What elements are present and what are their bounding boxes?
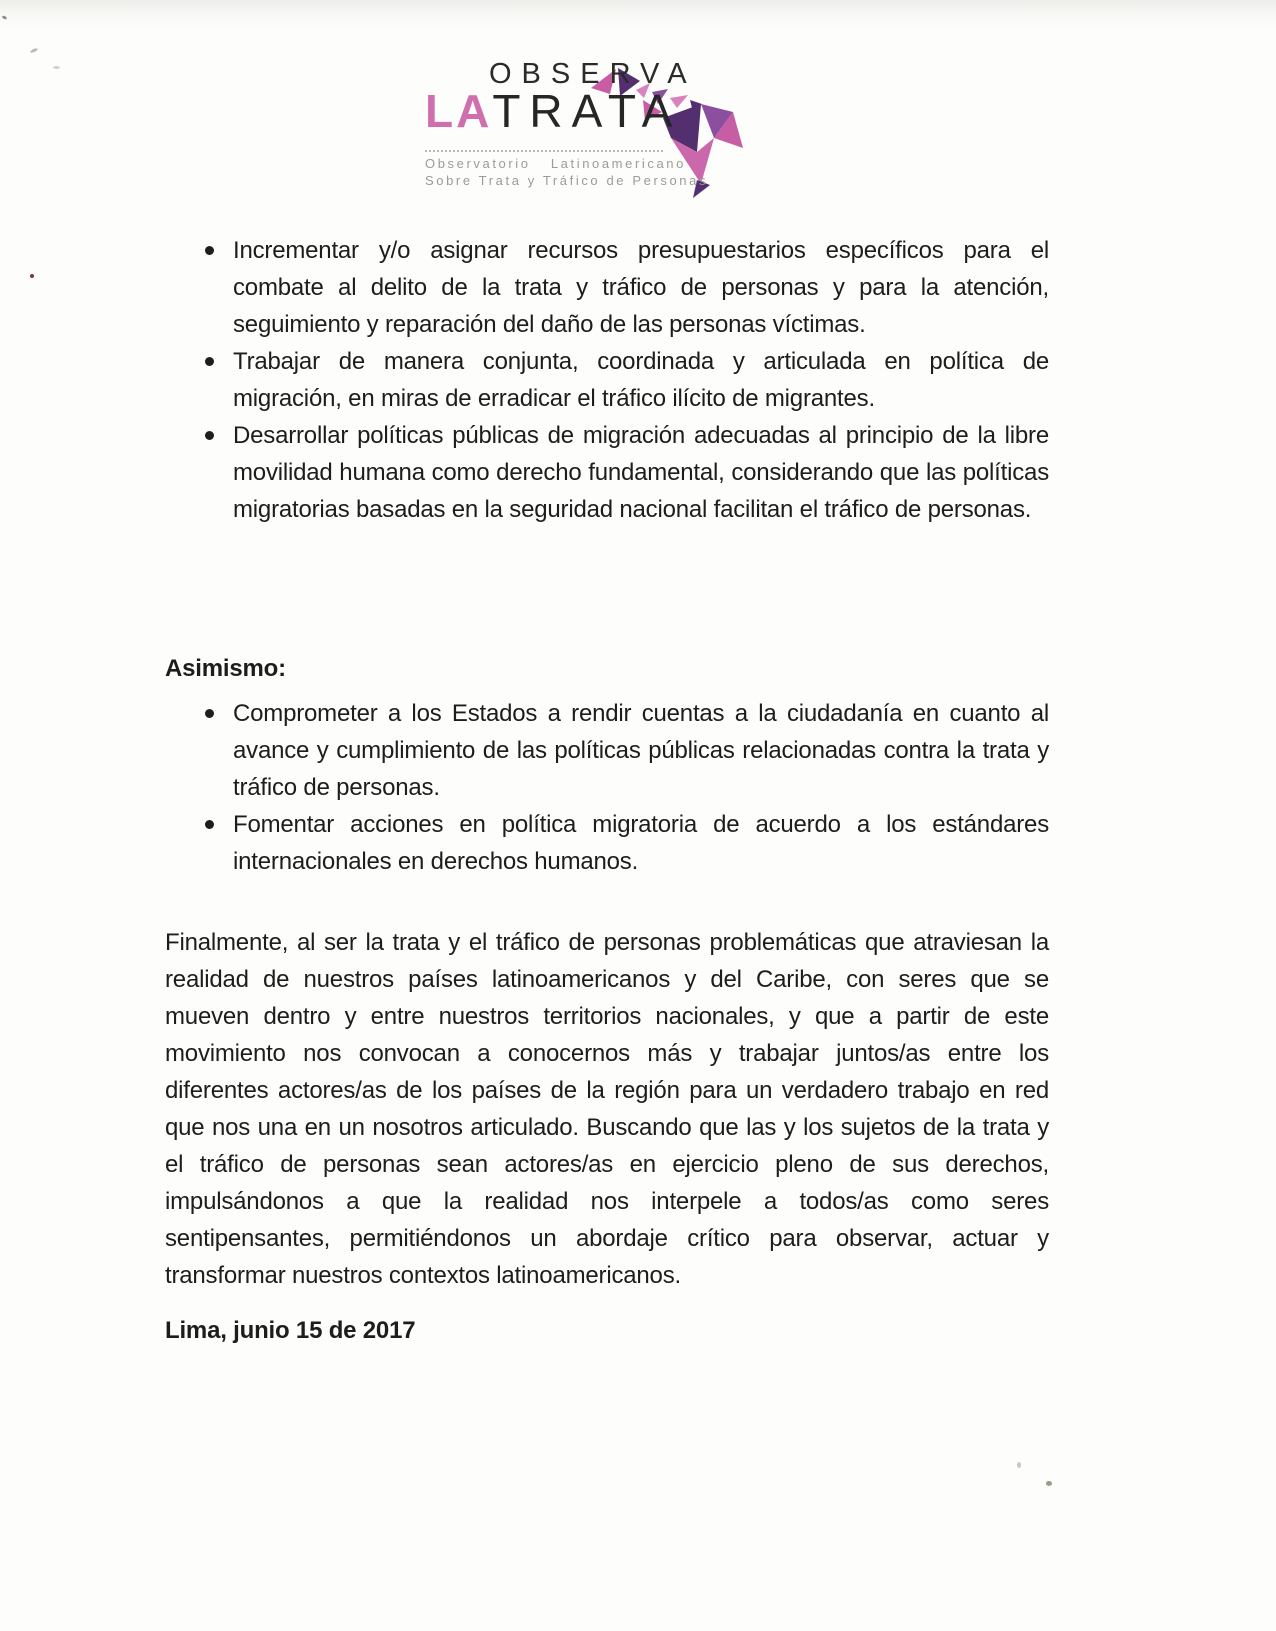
list-item [165, 806, 1049, 880]
closing-paragraph: Finalmente, al ser la trata y el tráfico de personas problemáticas que atraviesan la realidad de nuestros países latinoamericanos y del Caribe, con seres que se mueven dentro y entre nuestros territorios nacionales, y que a partir de este movimiento nos convocan a conocernos más y trabajar juntos/as entre los diferentes actores/as de los países de la región para un verdadero trabajo en red que nos una en un nosotros articulado. Buscando que las y los sujetos de la trata y el tráfico de personas sean actores/as en ejercicio pleno de sus derechos, impulsándonos a que la realidad nos interpele a todos/as como seres sentipensantes, permitiéndonos un abordaje crítico para observar, actuar y transformar nuestros contextos latinoamericanos. [165, 929, 1049, 1289]
logo-wordmark-observa: OBSERVA [489, 58, 697, 90]
section-heading-asimismo: Asimismo: [165, 655, 286, 682]
list-item [165, 695, 1049, 806]
list-item [165, 417, 1049, 528]
logo-wordmark-trata: TRATA [492, 85, 682, 137]
scan-speck [2, 15, 8, 20]
list-item [165, 343, 1049, 417]
logo-wordmark-accent-la: LA [425, 85, 493, 137]
document-body [165, 232, 1049, 1349]
bullet-text: Incrementar y/o asignar recursos presupuestarios específicos para el combate al delito de la trata y tráfico de personas y para la atención, seguimiento y reparación del daño de las personas víctimas. [233, 237, 1049, 338]
asimismo-list [165, 695, 1049, 880]
bullet-dot-icon [205, 820, 214, 829]
list-item [165, 232, 1049, 343]
bullet-text: Trabajar de manera conjunta, coordinada y articulada en política de migración, en miras de erradicar el tráfico ilícito de migrantes. [233, 348, 1049, 412]
scan-speck [30, 47, 39, 53]
bullet-dot-icon [205, 357, 214, 366]
bullet-dot-icon [205, 246, 214, 255]
scan-speck [30, 274, 34, 278]
date-line: Lima, junio 15 de 2017 [165, 1317, 416, 1344]
observa-latrata-logo [425, 58, 765, 208]
logo-wordmark-latrata [425, 85, 765, 146]
bullet-dot-icon [205, 431, 214, 440]
bullet-text: Comprometer a los Estados a rendir cuentas a la ciudadanía en cuanto al avance y cumplimiento de las políticas públicas relacionadas contra la trata y tráfico de personas. [233, 700, 1049, 801]
logo-subtitle-line1: Observatorio Latinoamericano [425, 156, 686, 171]
scan-speck [1017, 1462, 1021, 1468]
scan-speck [53, 66, 60, 69]
logo-subtitle-line2: Sobre Trata y Tráfico de Personas [425, 173, 709, 188]
bullet-text: Fomentar acciones en política migratoria de acuerdo a los estándares internacionales en derechos humanos. [233, 811, 1049, 875]
logo-divider-line [425, 150, 663, 152]
bullet-text: Desarrollar políticas públicas de migración adecuadas al principio de la libre movilidad humana como derecho fundamental, considerando que las políticas migratorias basadas en la seguridad nacional facilitan el tráfico de personas. [233, 422, 1049, 523]
bullet-dot-icon [205, 709, 214, 718]
scan-speck [1046, 1481, 1052, 1486]
recommendations-list [165, 232, 1049, 528]
